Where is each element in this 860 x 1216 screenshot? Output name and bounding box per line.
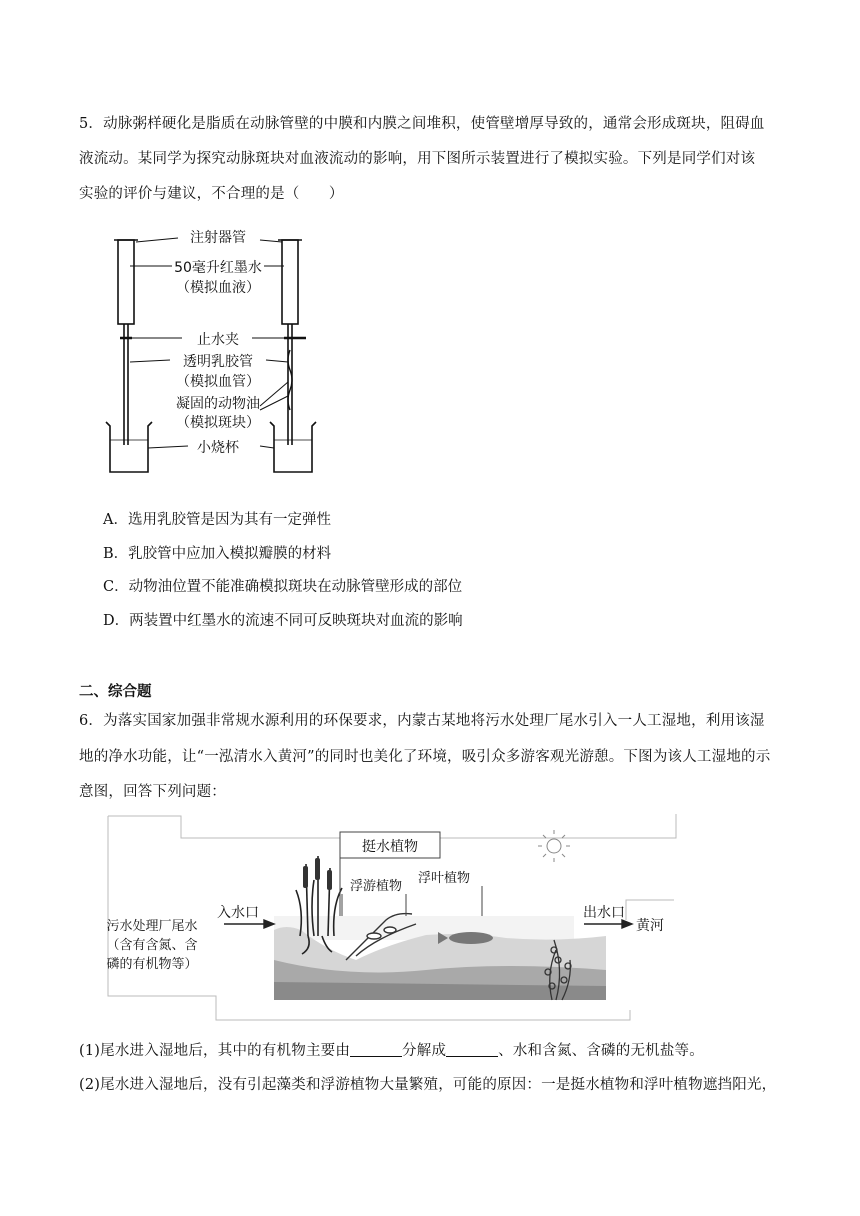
syringe-apparatus-figure <box>100 220 340 485</box>
label-water-inlet: 入水口 <box>217 905 259 921</box>
q6-stem-line-1: 6．为落实国家加强非常规水源利用的环保要求，内蒙古某地将污水处理厂尾水引入一人工湿地，利用该湿 <box>79 713 765 729</box>
label-beaker: 小烧杯 <box>197 440 239 456</box>
label-red-ink: 50毫升红墨水 <box>174 260 262 276</box>
label-syringe: 注射器管 <box>190 230 246 246</box>
option-c[interactable]: C．动物油位置不能准确模拟斑块在动脉管壁形成的部位 <box>103 579 463 595</box>
answer-blank-1[interactable] <box>350 1042 402 1057</box>
answer-blank-2[interactable] <box>446 1042 498 1057</box>
label-clamp: 止水夹 <box>197 332 239 348</box>
q6-sub-question-1: (1)尾水进入湿地后，其中的有机物主要由 分解成 、水和含氮、含磷的无机盐等。 <box>79 1043 704 1059</box>
label-simulated-blood: （模拟血液） <box>176 280 260 296</box>
q5-stem-line-3: 实验的评价与建议，不合理的是（ ） <box>79 186 344 202</box>
label-yellow-river: 黄河 <box>636 918 664 934</box>
label-effluent-line-2: （含有含氮、含 <box>106 938 198 953</box>
label-animal-fat: 凝固的动物油 <box>176 396 260 412</box>
label-water-outlet: 出水口 <box>583 905 625 921</box>
label-latex-tube: 透明乳胶管 <box>183 354 253 370</box>
label-phytoplankton: 浮游植物 <box>349 879 403 894</box>
label-effluent-line-1: 污水处理厂尾水 <box>106 919 198 934</box>
sun-icon <box>538 830 570 862</box>
q6-sub-question-2: (2)尾水进入湿地后，没有引起藻类和浮游植物大量繁殖，可能的原因：一是挺水植物和浮叶植物遮挡阳光， <box>79 1077 777 1093</box>
label-emergent-plants: 挺水植物 <box>362 839 418 855</box>
q5-stem-line-2: 液流动。某同学为探究动脉斑块对血液流动的影响，用下图所示装置进行了模拟实验。下列是同学们对该 <box>79 151 756 167</box>
label-simulated-plaque: （模拟斑块） <box>176 415 260 431</box>
section-heading: 二、综合题 <box>79 683 152 700</box>
wetland-diagram-figure <box>86 810 706 1025</box>
label-floating-leaf-plants: 浮叶植物 <box>417 871 471 886</box>
label-effluent-line-3: 磷的有机物等） <box>106 957 198 972</box>
q5-stem-line-1: 5．动脉粥样硬化是脂质在动脉管壁的中膜和内膜之间堆积，使管壁增厚导致的，通常会形成斑块，阻碍血 <box>79 116 765 132</box>
label-simulated-vessel: （模拟血管） <box>176 374 260 390</box>
option-b[interactable]: B．乳胶管中应加入模拟瓣膜的材料 <box>103 546 332 562</box>
option-a[interactable]: A．选用乳胶管是因为其有一定弹性 <box>103 512 331 528</box>
q6-stem-line-3: 意图，回答下列问题： <box>79 784 226 800</box>
q6-stem-line-2: 地的净水功能，让“一泓清水入黄河”的同时也美化了环境，吸引众多游客观光游憩。下图为该人工湿地的示 <box>79 749 771 765</box>
option-d[interactable]: D．两装置中红墨水的流速不同可反映斑块对血流的影响 <box>103 613 463 629</box>
